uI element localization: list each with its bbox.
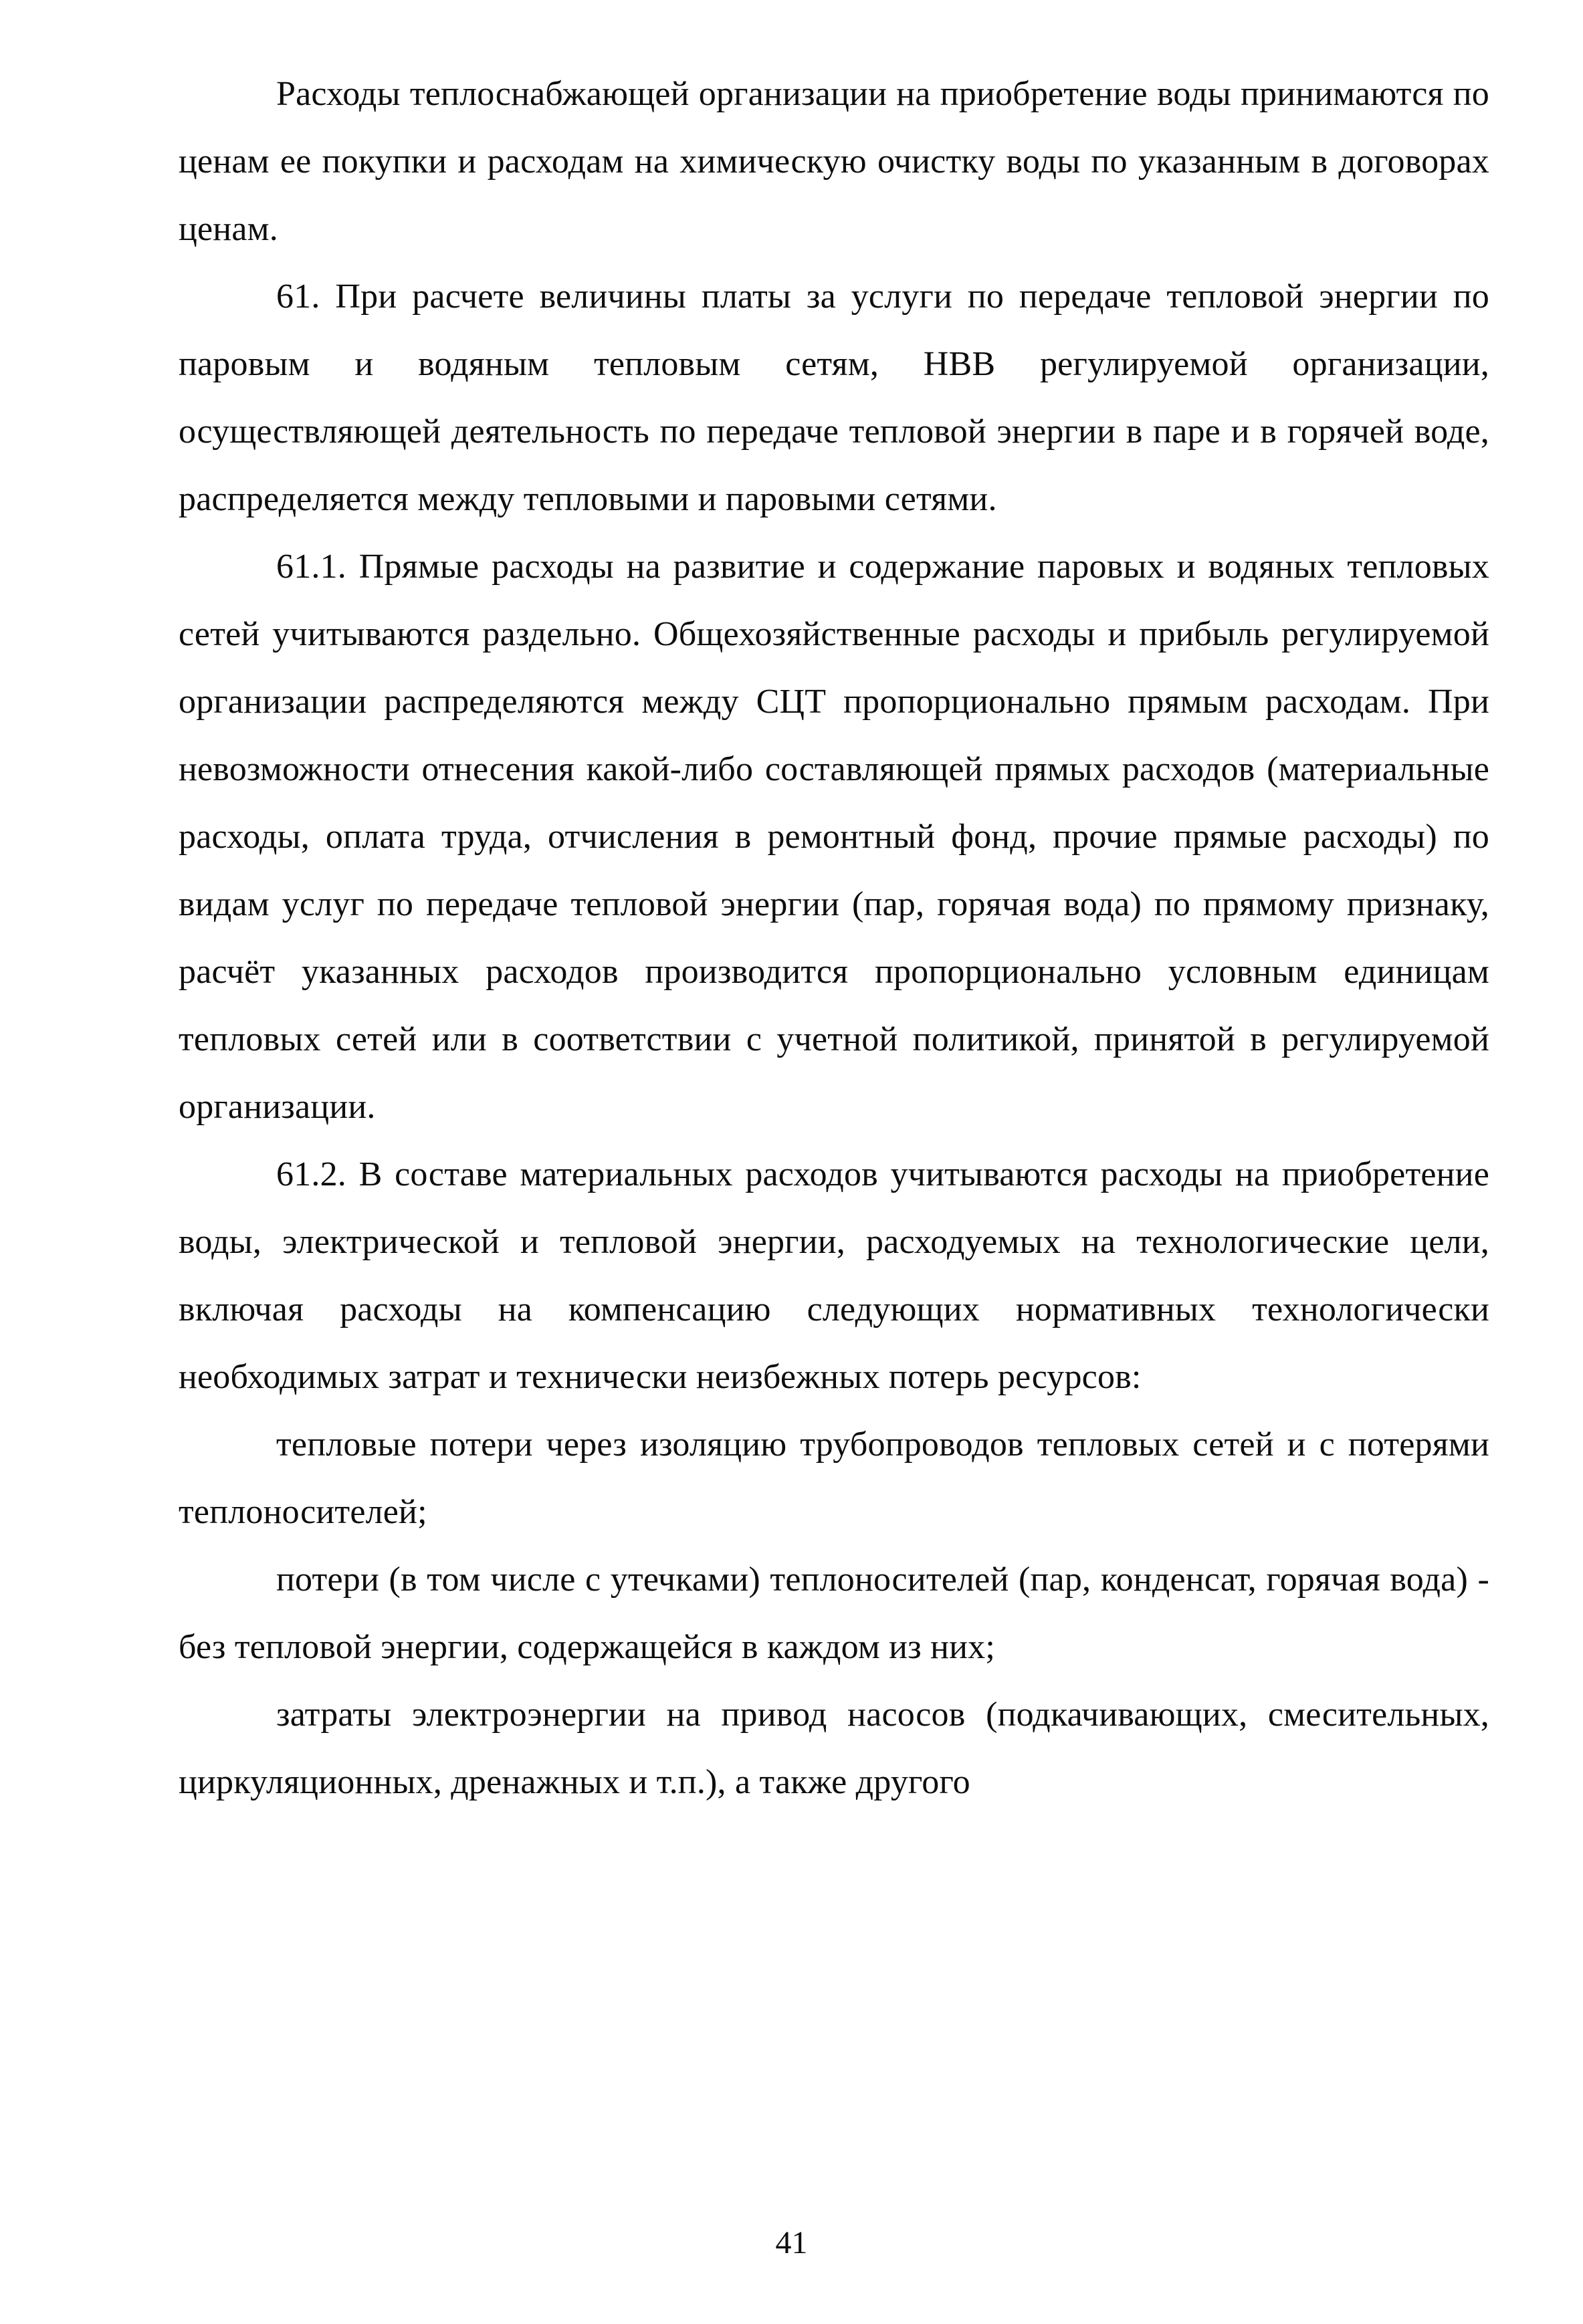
list-item-coolant-losses: потери (в том числе с утечками) теплоносителей (пар, конденсат, горячая вода) - без тепловой энергии, содержащейся в каждом из них; xyxy=(179,1560,1489,1666)
list-item-pump-energy: затраты электроэнергии на привод насосов (подкачивающих, смесительных, циркуляционных, дренажных и т.п.), а также другого xyxy=(179,1696,1489,1801)
paragraph-61-1: 61.1. Прямые расходы на развитие и содержание паровых и водяных тепловых сетей учитываются раздельно. Общехозяйственные расходы и прибыль регулируемой организации распределяются между СЦТ пропорционально прямым расходам. При невозможности отнесения какой-либо составляющей прямых расходов (материальные расходы, оплата труда, отчисления в ремонтный фонд, прочие прямые расходы) по видам услуг по передаче тепловой энергии (пар, горячая вода) по прямому признаку, расчёт указанных расходов производится пропорционально условным единицам тепловых сетей или в соответствии с учетной политикой, принятой в регулируемой организации. xyxy=(179,548,1489,1126)
paragraph-61: 61. При расчете величины платы за услуги по передаче тепловой энергии по паровым и водяным тепловым сетям, НВВ регулируемой организации, осуществляющей деятельность по передаче тепловой энергии в паре и в горячей воде, распределяется между тепловыми и паровыми сетями. xyxy=(179,277,1489,518)
paragraph-water-costs: Расходы теплоснабжающей организации на приобретение воды принимаются по ценам ее покупки и расходам на химическую очистку воды по указанным в договорах ценам. xyxy=(179,75,1489,248)
list-item-heat-losses: тепловые потери через изоляцию трубопроводов тепловых сетей и с потерями теплоносителей; xyxy=(179,1425,1489,1531)
page-number: 41 xyxy=(775,2225,808,2260)
paragraph-61-2: 61.2. В составе материальных расходов учитываются расходы на приобретение воды, электрической и тепловой энергии, расходуемых на технологические цели, включая расходы на компенсацию следующих нормативных технологически необходимых затрат и технически неизбежных потерь ресурсов: xyxy=(179,1155,1489,1396)
document-page xyxy=(179,60,1489,1816)
